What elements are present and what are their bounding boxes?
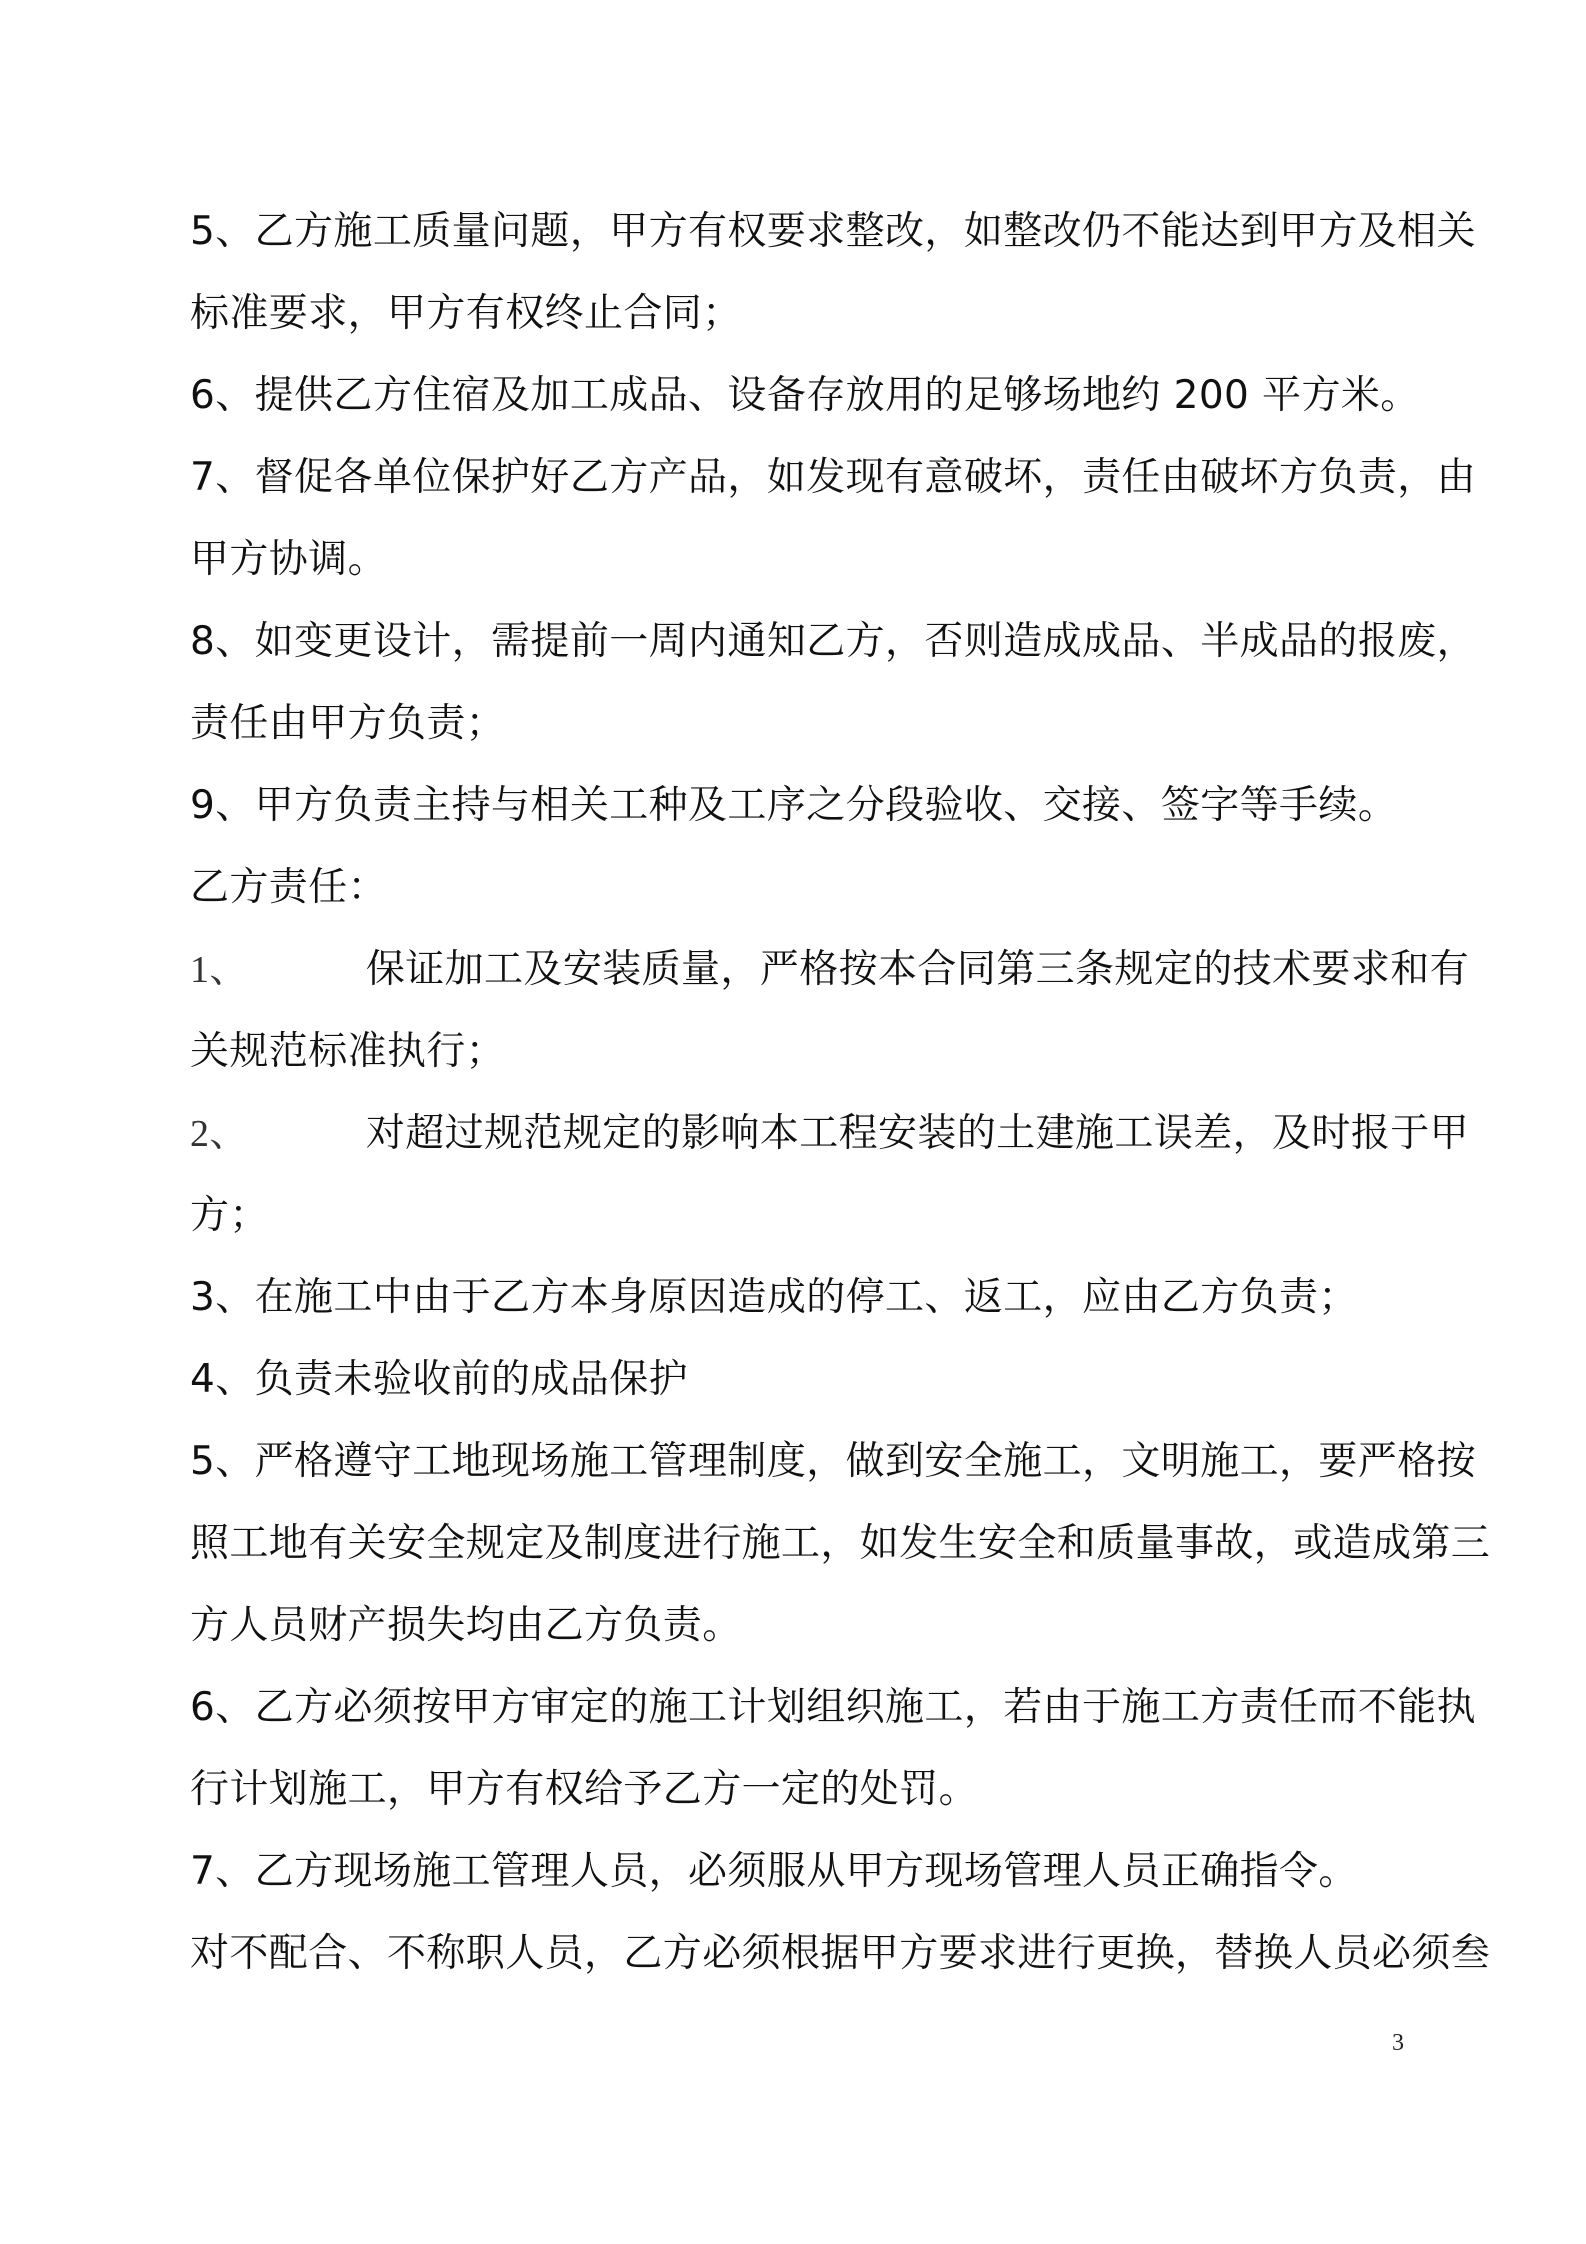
text-line: 4、负责未验收前的成品保护: [190, 1357, 689, 1402]
text-line: 责任由甲方负责；: [190, 701, 506, 746]
text-line: 8、如变更设计，需提前一周内通知乙方，否则造成成品、半成品的报废，: [190, 619, 1477, 664]
list-item-text: 对超过规范规定的影响本工程安装的土建施工误差，及时报于甲: [365, 1111, 1470, 1156]
text-line: 对不配合、不称职人员，乙方必须根据甲方要求进行更换，替换人员必须叁: [190, 1931, 1491, 1976]
text-line: 7、督促各单位保护好乙方产品，如发现有意破坏，责任由破坏方负责，由: [190, 455, 1477, 500]
text-line: 3、在施工中由于乙方本身原因造成的停工、返工，应由乙方负责；: [190, 1275, 1358, 1320]
text-line: 关规范标准执行；: [190, 1029, 506, 1074]
list-item-number: 2、: [190, 1113, 248, 1155]
text-line: 方；: [190, 1193, 269, 1238]
text-line: 9、甲方负责主持与相关工种及工序之分段验收、交接、签字等手续。: [190, 783, 1398, 828]
text-line: 标准要求，甲方有权终止合同；: [190, 291, 742, 336]
list-item-number: 1、: [190, 949, 248, 991]
list-item: [190, 938, 1469, 994]
section-heading: 乙方责任：: [190, 865, 388, 910]
text-line: 7、乙方现场施工管理人员，必须服从甲方现场管理人员正确指令。: [190, 1849, 1358, 1894]
text-line: 6、乙方必须按甲方审定的施工计划组织施工，若由于施工方责任而不能执: [190, 1685, 1477, 1730]
text-line: 6、提供乙方住宿及加工成品、设备存放用的足够场地约 200 平方米。: [190, 373, 1420, 418]
list-item-text: 保证加工及安装质量，严格按本合同第三条规定的技术要求和有: [365, 947, 1470, 992]
text-line: 行计划施工，甲方有权给予乙方一定的处罚。: [190, 1767, 979, 1812]
text-line: 甲方协调。: [190, 537, 388, 582]
page-number: 3: [1392, 2030, 1404, 2056]
list-item: [190, 1102, 1469, 1158]
text-line: 5、乙方施工质量问题，甲方有权要求整改，如整改仍不能达到甲方及相关: [190, 209, 1477, 254]
text-line: 照工地有关安全规定及制度进行施工，如发生安全和质量事故，或造成第三: [190, 1521, 1491, 1566]
text-line: 方人员财产损失均由乙方负责。: [190, 1603, 742, 1648]
text-line: 5、严格遵守工地现场施工管理制度，做到安全施工，文明施工，要严格按: [190, 1439, 1477, 1484]
